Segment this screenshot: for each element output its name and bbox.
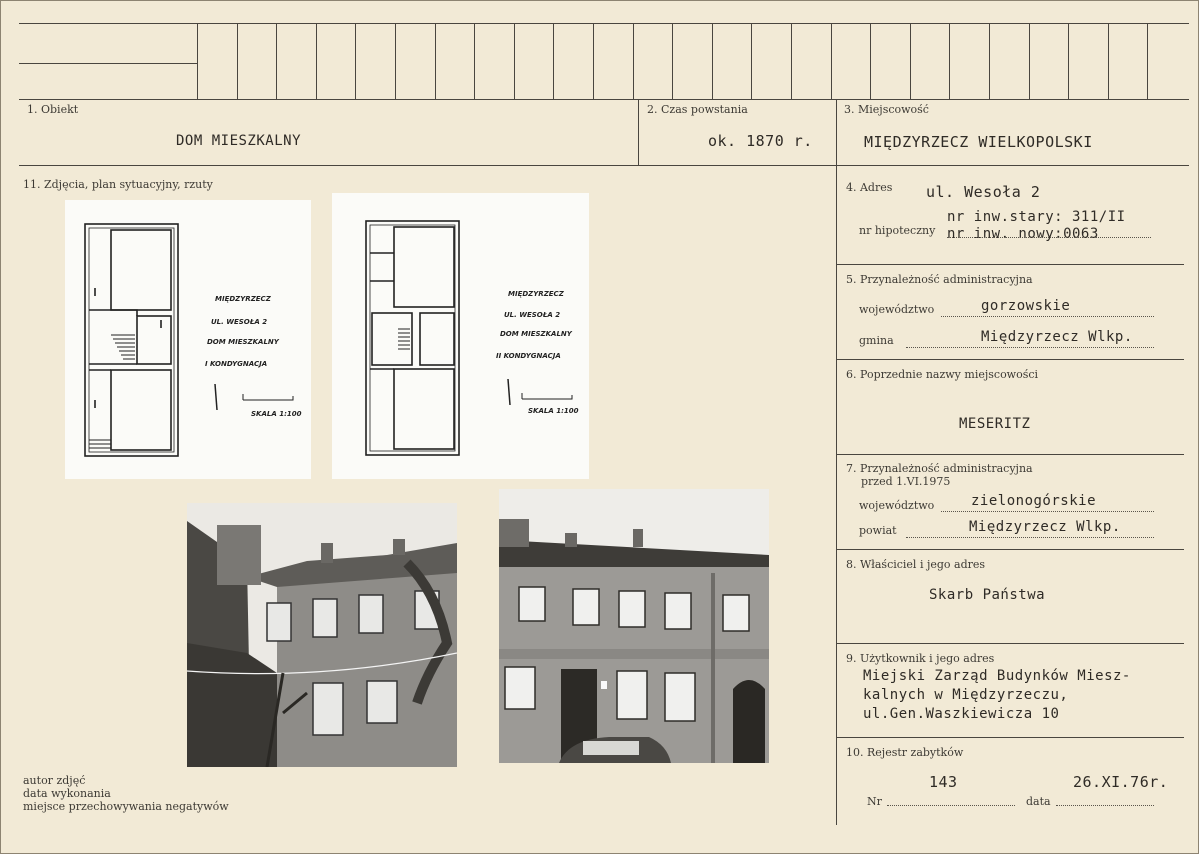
- adres-label: 4. Adres: [846, 181, 893, 194]
- wojewodztwo-value: gorzowskie: [981, 298, 1071, 314]
- plan2-line2: UL. WESOŁA 2: [504, 311, 561, 319]
- header-tick: [1147, 23, 1148, 99]
- floor-plan-ground: [65, 200, 311, 479]
- hipoteczny-line1: nr inw.stary: 311/II: [947, 209, 1126, 225]
- plan2-line1: MIĘDZYRZECZ: [508, 290, 564, 298]
- header-tick: [1068, 23, 1069, 99]
- header-tick: [435, 23, 436, 99]
- przynaleznosc-bottom-rule: [836, 359, 1184, 360]
- header-tick: [633, 23, 634, 99]
- wojewodztwo-1975-label: województwo: [859, 499, 935, 512]
- plan1-scale-bar: [243, 394, 293, 400]
- plan2-scale: SKALA 1:100: [528, 407, 579, 415]
- row1-bottom-rule: [19, 165, 1189, 166]
- uzytkownik-label: 9. Użytkownik i jego adres: [846, 652, 995, 665]
- czas-value: ok. 1870 r.: [708, 132, 813, 150]
- czas-label: 2. Czas powstania: [647, 103, 748, 116]
- adres-bottom-rule: [836, 264, 1184, 265]
- rejestr-data-dots: [1056, 805, 1154, 806]
- obiekt-label: 1. Obiekt: [27, 103, 79, 116]
- zdjecia-label: 11. Zdjęcia, plan sytuacyjny, rzuty: [23, 178, 213, 191]
- plan2-north-arrow-icon: [508, 379, 510, 405]
- plan1-line1: MIĘDZYRZECZ: [215, 295, 271, 303]
- header-tick: [474, 23, 475, 99]
- header-tick: [672, 23, 673, 99]
- rejestr-label: 10. Rejestr zabytków: [846, 746, 964, 759]
- header-mid-rule: [19, 63, 197, 64]
- powiat-label: powiat: [859, 524, 897, 537]
- miejscowosc-label: 3. Miejscowość: [844, 103, 929, 116]
- header-tick: [316, 23, 317, 99]
- header-tick: [712, 23, 713, 99]
- wlasciciel-value: Skarb Państwa: [929, 587, 1046, 603]
- przynaleznosc-label: 5. Przynależność administracyjna: [846, 273, 1033, 286]
- powiat-value: Międzyrzecz Wlkp.: [969, 519, 1121, 535]
- header-tick: [910, 23, 911, 99]
- gmina-value: Międzyrzecz Wlkp.: [981, 329, 1133, 345]
- data-wykonania-label: data wykonania: [23, 787, 111, 800]
- header-tick: [593, 23, 594, 99]
- header-tick: [989, 23, 990, 99]
- uzytkownik-line3: ul.Gen.Waszkiewicza 10: [863, 706, 1060, 722]
- header-tick: [197, 23, 198, 99]
- floor-plan-upper: [332, 193, 589, 479]
- hipoteczny-dots: [947, 237, 1151, 238]
- divider-main-right: [836, 99, 837, 825]
- plan2-line3: DOM MIESZKALNY: [500, 330, 572, 338]
- header-tick: [870, 23, 871, 99]
- wlasciciel-bottom-rule: [836, 643, 1184, 644]
- poprzednie-value: MESERITZ: [959, 416, 1031, 432]
- przynaleznosc-1975-label: 7. Przynależność administracyjna: [846, 462, 1033, 475]
- header-tick: [553, 23, 554, 99]
- wlasciciel-label: 8. Właściciel i jego adres: [846, 558, 986, 571]
- hipoteczny-label: nr hipoteczny: [859, 224, 936, 237]
- header-tick: [949, 23, 950, 99]
- wojewodztwo-dots: [941, 316, 1154, 317]
- poprzednie-label: 6. Poprzednie nazwy miejscowości: [846, 368, 1039, 381]
- miejsce-label: miejsce przechowywania negatywów: [23, 800, 229, 813]
- rejestr-data-label: data: [1026, 795, 1051, 808]
- header-tick: [395, 23, 396, 99]
- uzytkownik-line1: Miejski Zarząd Budynków Miesz-: [863, 668, 1131, 684]
- courtyard-facade-image: [187, 503, 457, 767]
- street-facade-photo: [499, 489, 769, 763]
- wojewodztwo-label: województwo: [859, 303, 935, 316]
- floor-plan-ground-drawing: [65, 200, 311, 479]
- street-facade-image: [499, 489, 769, 763]
- header-tick: [355, 23, 356, 99]
- plan2-scale-bar: [522, 393, 572, 399]
- rejestr-nr-value: 143: [929, 773, 958, 791]
- header-bottom-rule: [19, 99, 1189, 100]
- hipoteczny-line2: nr inw. nowy:0063: [947, 226, 1099, 242]
- autor-label: autor zdjęć: [23, 774, 86, 787]
- wojewodztwo-1975-dots: [941, 511, 1154, 512]
- header-tick: [237, 23, 238, 99]
- plan1-line4: I KONDYGNACJA: [205, 360, 268, 368]
- floor-plan-upper-drawing: [332, 193, 589, 479]
- obiekt-value: DOM MIESZKALNY: [176, 133, 302, 149]
- miejscowosc-value: MIĘDZYRZECZ WIELKOPOLSKI: [864, 133, 1093, 151]
- adres-value: ul. Wesoła 2: [926, 183, 1041, 201]
- rejestr-nr-dots: [887, 805, 1015, 806]
- header-top-rule: [19, 23, 1189, 24]
- gmina-dots: [906, 347, 1154, 348]
- uzytkownik-bottom-rule: [836, 737, 1184, 738]
- przynaleznosc-1975-label2: przed 1.VI.1975: [861, 475, 951, 488]
- plan2-line4: II KONDYGNACJA: [496, 352, 561, 360]
- poprzednie-bottom-rule: [836, 454, 1184, 455]
- plan1-line2: UL. WESOŁA 2: [211, 318, 268, 326]
- powiat-dots: [906, 537, 1154, 538]
- header-tick: [276, 23, 277, 99]
- plan1-scale: SKALA 1:100: [251, 410, 302, 418]
- header-tick: [831, 23, 832, 99]
- header-tick: [514, 23, 515, 99]
- przynaleznosc-1975-bottom-rule: [836, 549, 1184, 550]
- gmina-label: gmina: [859, 334, 894, 347]
- plan1-north-arrow-icon: [215, 384, 217, 410]
- header-tick: [751, 23, 752, 99]
- header-tick: [1108, 23, 1109, 99]
- house-number-plate: [601, 681, 607, 689]
- header-tick: [791, 23, 792, 99]
- rejestr-nr-label: Nr: [867, 795, 882, 808]
- courtyard-facade-photo: [187, 503, 457, 767]
- rejestr-data-value: 26.XI.76r.: [1073, 773, 1169, 791]
- header-tick: [1029, 23, 1030, 99]
- plan1-line3: DOM MIESZKALNY: [207, 338, 279, 346]
- divider-obiekt-czas: [638, 99, 639, 165]
- uzytkownik-line2: kalnych w Międzyrzeczu,: [863, 687, 1069, 703]
- wojewodztwo-1975-value: zielonogórskie: [971, 493, 1097, 509]
